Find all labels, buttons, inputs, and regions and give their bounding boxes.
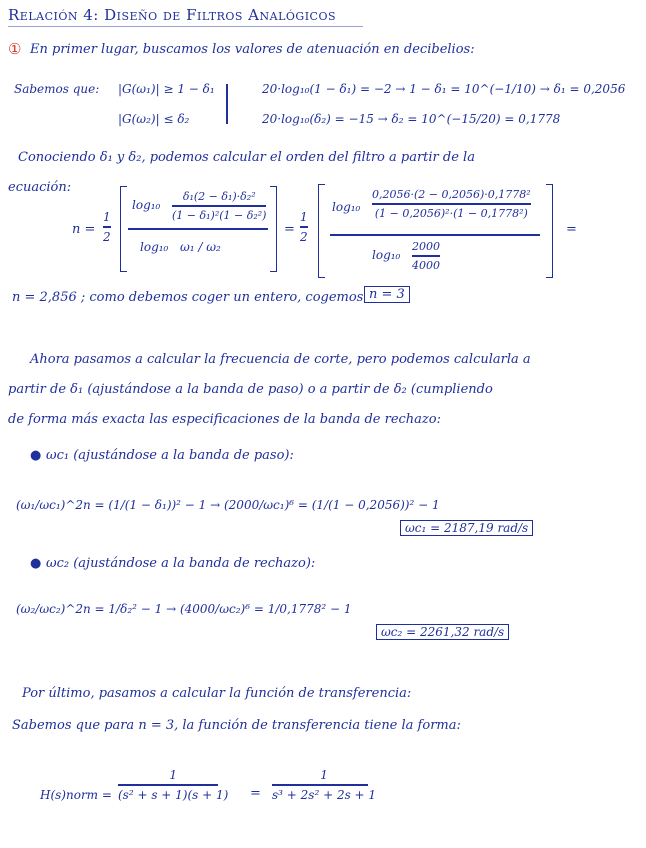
bullet-1-result: ωc₁ = 2187,19 rad/s	[400, 520, 533, 536]
transfer-fraction-1	[118, 768, 228, 802]
transfer-denominator-2: s³ + 2s² + 2s + 1	[272, 787, 377, 802]
section2-line-2: partir de δ₁ (ajustándose a la banda de paso) o a partir de δ₂ (cumpliendo	[8, 382, 493, 397]
numeric-fraction	[372, 188, 531, 220]
equals-1: =	[284, 222, 295, 237]
sabemos-label: Sabemos que:	[14, 82, 100, 96]
equals-2: =	[566, 222, 577, 237]
main-fraction-bar-2	[330, 234, 540, 236]
bullet-1-title: ωc₁ (ajustándose a la banda de paso):	[46, 448, 294, 463]
bullet-2-title: ωc₂ (ajustándose a la banda de rechazo):	[46, 556, 316, 571]
result-line: n = 2,856 ; como debemos coger un entero, cogemos	[12, 290, 364, 305]
half-fraction-2: 1 2	[300, 210, 308, 244]
bracket-left-2	[318, 184, 325, 278]
freq-numerator: 2000	[412, 240, 440, 253]
bullet-2-result: ωc₂ = 2261,32 rad/s	[376, 624, 509, 640]
half-fraction-1: 1 2	[103, 210, 111, 244]
symbolic-numerator: δ₁(2 − δ₁)·δ₂²	[182, 190, 256, 203]
bracket-right-2	[546, 184, 553, 278]
condition-2: |G(ω₂)| ≤ δ₂	[118, 112, 190, 126]
bullet-dot-2: ●	[30, 556, 42, 571]
bullet-1-equation: (ω₁/ωc₁)^2n = (1/(1 − δ₁))² − 1 → (2000/ωc₁)⁶ = (1/(1 − 0,2056))² − 1	[16, 498, 440, 512]
section2-line-3: de forma más exacta las especificaciones de la banda de rechazo:	[8, 412, 441, 427]
bullet-dot-1: ●	[30, 448, 42, 463]
section3-line-2: Sabemos que para n = 3, la función de transferencia tiene la forma:	[12, 718, 461, 733]
omega-ratio: ω₁ / ω₂	[180, 240, 221, 254]
equation-2: 20·log₁₀(δ₂) = −15 → δ₂ = 10^(−15/20) = 0,1778	[262, 112, 561, 126]
log-symbol-4: log₁₀	[372, 248, 401, 262]
log-symbol-2: log₁₀	[140, 240, 169, 254]
transfer-numerator-2: 1	[320, 768, 328, 782]
bracket-right-1	[270, 186, 277, 272]
bullet-2-equation: (ω₂/ωc₂)^2n = 1/δ₂² − 1 → (4000/ωc₂)⁶ = 1/0,1778² − 1	[16, 602, 352, 616]
title-underline	[8, 26, 363, 27]
equals-3: =	[250, 786, 261, 801]
h-label: H(s)norm =	[40, 788, 112, 802]
section3-line-1: Por último, pasamos a calcular la función de transferencia:	[22, 686, 412, 701]
equation-1: 20·log₁₀(1 − δ₁) = −2 → 1 − δ₁ = 10^(−1/10) → δ₁ = 0,2056	[262, 82, 626, 96]
numeric-numerator: 0,2056·(2 − 0,2056)·0,1778²	[372, 188, 531, 201]
brace-line	[226, 84, 228, 124]
section-1-marker: ①	[8, 40, 22, 58]
freq-denominator: 4000	[412, 258, 440, 272]
ecuacion-label: ecuación:	[8, 180, 72, 195]
freq-fraction	[412, 240, 440, 272]
result-box: n = 3	[364, 286, 410, 303]
log-symbol-1: log₁₀	[132, 198, 161, 212]
log-symbol-3: log₁₀	[332, 200, 361, 214]
transfer-fraction-2	[272, 768, 376, 802]
page-title: Relación 4: Diseño de Filtros Analógicos	[8, 6, 337, 24]
n-label: n =	[72, 222, 96, 237]
intro-text: En primer lugar, buscamos los valores de atenuación en decibelios:	[30, 42, 475, 57]
main-fraction-bar-1	[128, 228, 268, 230]
transfer-numerator-1: 1	[169, 768, 177, 782]
transfer-denominator-1: (s² + s + 1)(s + 1)	[118, 787, 229, 802]
symbolic-denominator: (1 − δ₁)²(1 − δ₂²)	[172, 208, 267, 222]
symbolic-fraction	[172, 190, 266, 222]
section2-line-1: Ahora pasamos a calcular la frecuencia de corte, pero podemos calcularla a	[30, 352, 531, 367]
conociendo-text: Conociendo δ₁ y δ₂, podemos calcular el orden del filtro a partir de la	[18, 150, 475, 165]
bracket-left-1	[120, 186, 127, 272]
condition-1: |G(ω₁)| ≥ 1 − δ₁	[118, 82, 215, 96]
numeric-denominator: (1 − 0,2056)²·(1 − 0,1778²)	[374, 206, 528, 220]
